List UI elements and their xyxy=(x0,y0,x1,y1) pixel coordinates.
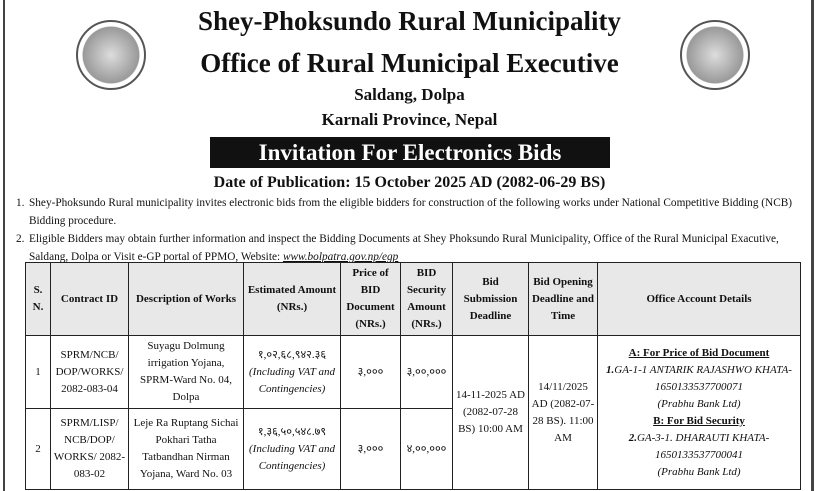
account-b-text: GA-3-1. DHARAUTI KHATA-1650133537700041 xyxy=(636,431,770,461)
cell-sn: 1 xyxy=(26,336,51,409)
account-b-title: B: For Bid Security xyxy=(653,414,745,427)
cell-security: ४,००,००० xyxy=(401,409,453,490)
header-sn: S. N. xyxy=(26,263,51,336)
table-header-row xyxy=(26,263,801,336)
cell-contract-id: SPRM/LISP/ NCB/DOP/ WORKS/ 2082-083-02 xyxy=(51,409,129,490)
amount-note: (Including VAT and Contingencies) xyxy=(249,442,335,472)
cell-contract-id: SPRM/NCB/ DOP/WORKS/ 2082-083-04 xyxy=(51,336,129,409)
cell-opening: 14/11/2025 AD (2082-07-28 BS). 11:00 AM xyxy=(529,336,598,490)
header-description: Description of Works xyxy=(129,263,244,336)
paragraph-number: 2. xyxy=(16,233,25,245)
notice-banner: Invitation For Electronics Bids xyxy=(210,137,610,168)
cell-sn: 2 xyxy=(26,409,51,490)
account-a-num: 1. xyxy=(606,363,615,376)
account-a-text: GA-1-1 ANTARIK RAJASHWO KHATA-1650133537700071 xyxy=(614,363,792,393)
header-account: Office Account Details xyxy=(598,263,801,336)
cell-price: ३,००० xyxy=(341,336,401,409)
paragraph-text: Shey-Phoksundo Rural municipality invites electronic bids from the eligible bidders for construction of the following works under National Competitive Bidding (NCB) Bidding procedure. xyxy=(29,197,793,227)
cell-description: Suyagu Dolmung irrigation Yojana, SPRM-Ward No. 04, Dolpa xyxy=(129,336,244,409)
amount-note: (Including VAT and Contingencies) xyxy=(249,365,335,395)
amount-value: १,३६,५०,५४८.७९ xyxy=(257,425,327,438)
address-line-1: Saldang, Dolpa xyxy=(354,85,465,104)
paragraph-text-wrap xyxy=(29,230,806,266)
amount-value: १,०२,६८,९४२.३६ xyxy=(257,348,327,361)
paragraph-1 xyxy=(16,194,806,230)
paragraph-2 xyxy=(16,230,806,266)
header-price: Price of BID Document (NRs.) xyxy=(341,263,401,336)
header-contract-id: Contract ID xyxy=(51,263,129,336)
header-opening: Bid Opening Deadline and Time xyxy=(529,263,598,336)
account-b-num: 2. xyxy=(628,431,637,444)
bids-table xyxy=(25,262,801,490)
header-estimated-amount: Estimated Amount (NRs.) xyxy=(244,263,341,336)
address-line-2: Karnali Province, Nepal xyxy=(321,110,498,129)
header-security: BID Security Amount (NRs.) xyxy=(401,263,453,336)
egp-website-link[interactable]: www.bolpatra.gov.np/egp xyxy=(282,251,399,263)
cell-security: ३,००,००० xyxy=(401,336,453,409)
account-a-bank: (Prabhu Bank Ltd) xyxy=(657,397,741,410)
cell-amount xyxy=(244,409,341,490)
header-submission: Bid Submission Deadline xyxy=(453,263,529,336)
cell-amount xyxy=(244,336,341,409)
cell-submission: 14-11-2025 AD (2082-07-28 BS) 10:00 AM xyxy=(453,336,529,490)
paragraph-number: 1. xyxy=(16,197,25,209)
cell-description: Leje Ra Ruptang Sichai Pokhari Tatha Tatbandhan Nirman Yojana, Ward No. 03 xyxy=(129,409,244,490)
table-row xyxy=(26,336,801,409)
account-a-title: A: For Price of Bid Document xyxy=(628,346,770,359)
cell-account xyxy=(598,336,801,490)
cell-price: ३,००० xyxy=(341,409,401,490)
paragraph-text: Eligible Bidders may obtain further information and inspect the Bidding Documents at Shey Phoksundo Rural Municipality, Office of the Rural Municipal Exacutive, Saldang, Dolpa or Visit e-GP portal of PPMO, Website: xyxy=(29,233,779,263)
publication-date: Date of Publication: 15 October 2025 AD (2082-06-29 BS) xyxy=(213,174,606,191)
account-b-bank: (Prabhu Bank Ltd) xyxy=(657,465,741,478)
municipality-title: Shey-Phoksundo Rural Municipality xyxy=(197,6,622,36)
office-title: Office of Rural Municipal Executive xyxy=(200,48,619,78)
